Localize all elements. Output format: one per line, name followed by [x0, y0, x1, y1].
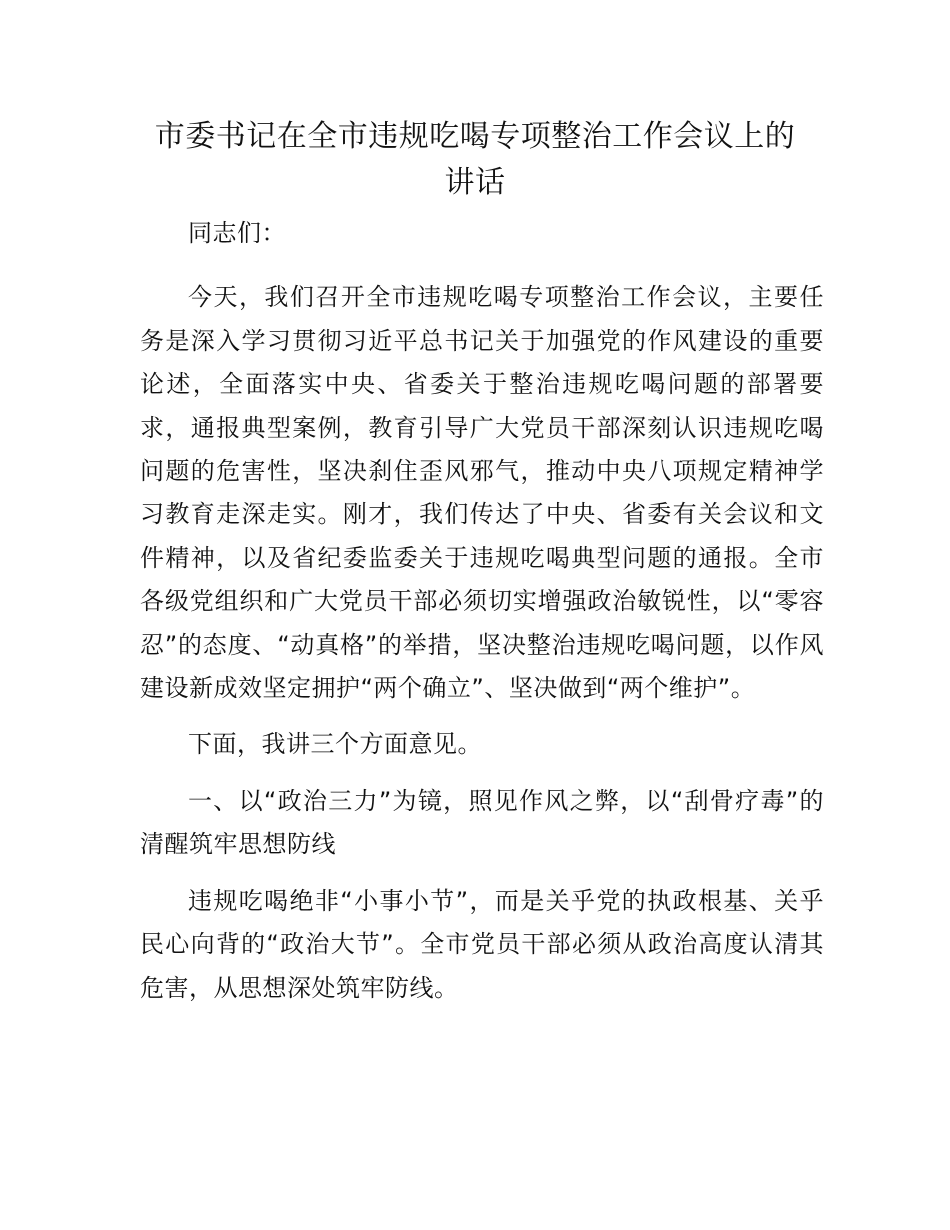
paragraph-outline: 下面，我讲三个方面意见。 [188, 730, 482, 759]
paragraph-intro: 今天，我们召开全市违规吃喝专项整治工作会议，主要任务是深入学习贯彻习近平总书记关于加强党的作风建设的重要论述，全面落实中央、省委关于整治违规吃喝问题的部署要求，通报典型案例，教育引导广大党员干部深刻认识违规吃喝问题的危害性，坚决刹住歪风邪气，推动中央八项规定精神学习教育走深走实。刚才，我们传达了中央、省委有关会议和文件精神，以及省纪委监委关于违规吃喝典型问题的通报。全市各级党组织和广大党员干部必须切实增强政治敏锐性，以“零容忍”的态度、“动真格”的举措，坚决整治违规吃喝问题，以作风建设新成效坚定拥护“两个确立”、坚决做到“两个维护”。 [140, 283, 824, 703]
document-title: 市委书记在全市违规吃喝专项整治工作会议上的讲话 [154, 119, 796, 200]
paragraph-section-1: 违规吃喝绝非“小事小节”，而是关乎党的执政根基、关乎民心向背的“政治大节”。全市党员干部必须从政治高度认清其危害，从思想深处筑牢防线。 [140, 886, 824, 1002]
salutation: 同志们： [188, 219, 286, 247]
document-body [140, 212, 824, 1023]
section-heading-1: 一、以“政治三力”为镜，照见作风之弊，以“刮骨疗毒”的清醒筑牢思想防线 [140, 786, 824, 859]
